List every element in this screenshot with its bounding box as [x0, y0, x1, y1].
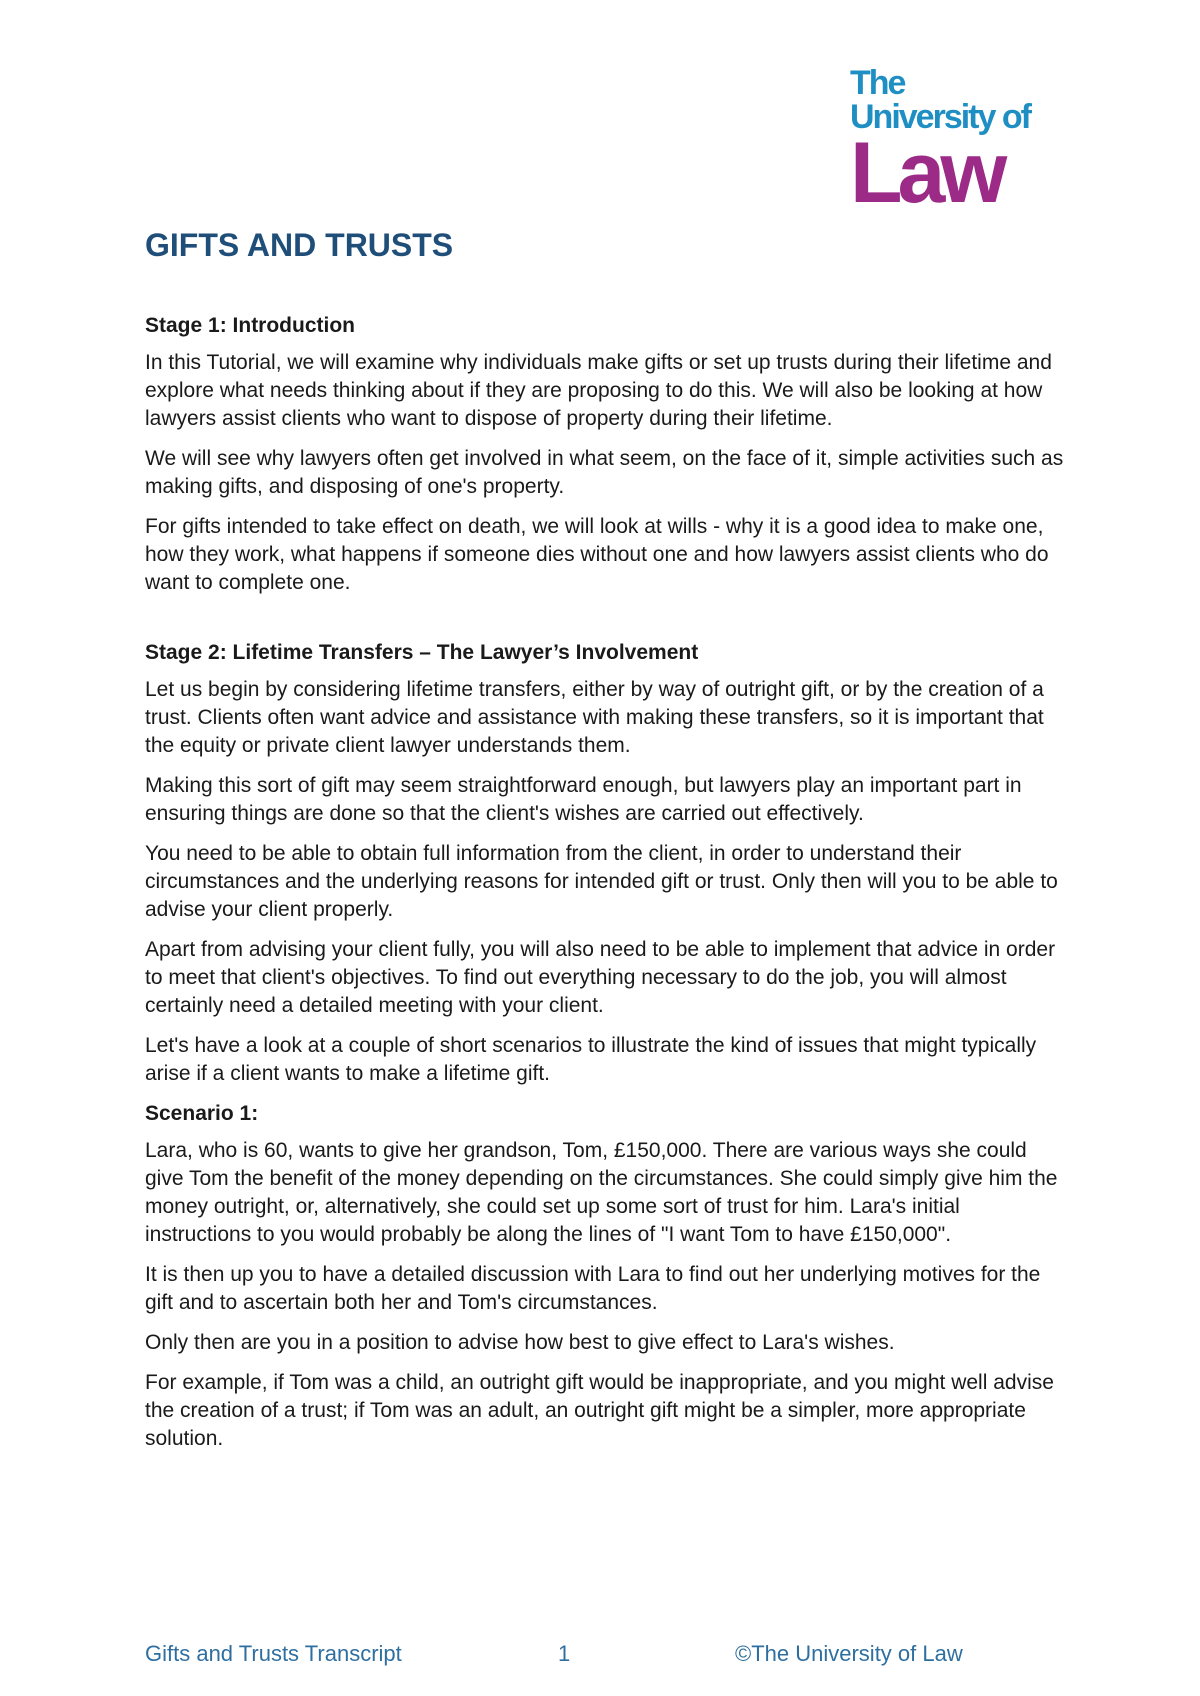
logo-text-university-of: University of: [850, 98, 1030, 136]
logo-text-law: Law: [850, 125, 1003, 221]
scenario1-paragraph: For example, if Tom was a child, an outright gift would be inappropriate, and you might well advise the creation of a trust; if Tom was an adult, an outright gift might be a simpler, more appropriate solution.: [145, 1371, 1054, 1450]
stage2-paragraph: Let us begin by considering lifetime transfers, either by way of outright gift, or by the creation of a trust. Clients often want advice and assistance with making these transfers, so it is important that the equity or private client lawyer understands them.: [145, 678, 1044, 757]
stage1-paragraph: In this Tutorial, we will examine why individuals make gifts or set up trusts during their lifetime and explore what needs thinking about if they are proposing to do this. We will also be looking at how lawyers assist clients who want to dispose of property during their lifetime.: [145, 351, 1052, 430]
page-footer: [145, 1640, 1065, 1668]
footer-copyright: ©The University of Law: [735, 1641, 963, 1666]
footer-page-number: 1: [558, 1641, 571, 1666]
stage1-heading: Stage 1: Introduction: [145, 314, 355, 337]
logo-text-the: The: [850, 64, 905, 102]
stage2-paragraph: You need to be able to obtain full information from the client, in order to understand their circumstances and the underlying reasons for intended gift or trust. Only then will you to be able to advise your client properly.: [145, 842, 1058, 921]
scenario1-paragraph: It is then up you to have a detailed discussion with Lara to find out her underlying motives for the gift and to ascertain both her and Tom's circumstances.: [145, 1263, 1041, 1314]
section-spacer: [145, 609, 1065, 639]
stage1-paragraph: For gifts intended to take effect on death, we will look at wills - why it is a good idea to make one, how they work, what happens if someone dies without one and how lawyers assist clients who do want to complete one.: [145, 515, 1049, 594]
stage2-paragraph: Apart from advising your client fully, you will also need to be able to implement that advice in order to meet that client's objectives. To find out everything necessary to do the job, you will almost certainly need a detailed meeting with your client.: [145, 938, 1056, 1017]
scenario1-paragraph: Lara, who is 60, wants to give her grandson, Tom, £150,000. There are various ways she could give Tom the benefit of the money depending on the circumstances. She could simply give him the money outright, or, alternatively, she could set up some sort of trust for him. Lara's initial instructions to you would probably be along the lines of "I want Tom to have £150,000".: [145, 1139, 1058, 1246]
document-body: [145, 226, 1065, 1465]
stage2-heading: Stage 2: Lifetime Transfers – The Lawyer’s Involvement: [145, 641, 699, 664]
stage1-paragraph: We will see why lawyers often get involved in what seem, on the face of it, simple activities such as making gifts, and disposing of one's property.: [145, 447, 1064, 498]
footer-document-name: Gifts and Trusts Transcript: [145, 1641, 402, 1666]
scenario1-paragraph: Only then are you in a position to advise how best to give effect to Lara's wishes.: [145, 1331, 895, 1354]
stage1-section: [145, 312, 1065, 597]
document-title: GIFTS AND TRUSTS: [145, 227, 454, 263]
university-logo: [850, 64, 1040, 221]
stage2-section: [145, 639, 1065, 1088]
scenario1-heading: Scenario 1:: [145, 1102, 259, 1125]
stage2-paragraph: Let's have a look at a couple of short scenarios to illustrate the kind of issues that might typically arise if a client wants to make a lifetime gift.: [145, 1034, 1037, 1085]
stage2-paragraph: Making this sort of gift may seem straightforward enough, but lawyers play an important part in ensuring things are done so that the client's wishes are carried out effectively.: [145, 774, 1022, 825]
scenario1-section: [145, 1100, 1065, 1453]
